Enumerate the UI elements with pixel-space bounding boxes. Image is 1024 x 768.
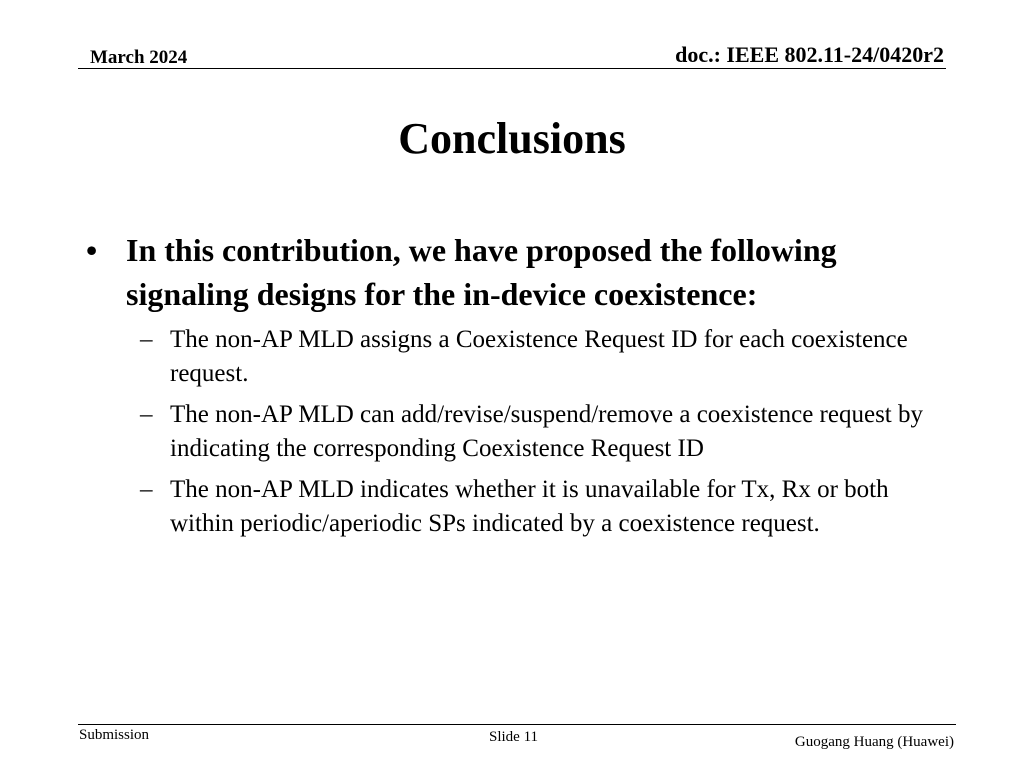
bullet-symbol: •: [86, 232, 98, 268]
slide-content: [80, 228, 950, 548]
sub-item-dash: –: [140, 401, 153, 428]
footer-submission: Submission: [79, 727, 150, 743]
sub-item-text: The non-AP MLD can add/revise/suspend/remove a coexistence request by indicating the corresponding Coexistence Request ID: [170, 401, 924, 462]
header-divider: [78, 68, 946, 69]
footer-slide-number: Slide 11: [489, 729, 539, 745]
sub-item-dash: –: [140, 326, 153, 353]
footer-divider: [78, 724, 956, 725]
bullet-item: [80, 228, 950, 316]
sub-list: [80, 323, 950, 541]
header-date: March 2024: [90, 47, 188, 68]
sub-item: [80, 323, 950, 391]
sub-item: [80, 398, 950, 466]
bullet-text: In this contribution, we have proposed the following signaling designs for the in-device coexistence:: [126, 232, 837, 312]
slide-title: Conclusions: [398, 114, 626, 163]
sub-item: [80, 473, 950, 541]
footer-author: Guogang Huang (Huawei): [794, 734, 954, 750]
header-doc-id: doc.: IEEE 802.11-24/0420r2: [675, 42, 944, 67]
sub-item-text: The non-AP MLD assigns a Coexistence Request ID for each coexistence request.: [170, 326, 908, 387]
sub-item-text: The non-AP MLD indicates whether it is unavailable for Tx, Rx or both within periodic/aperiodic SPs indicated by a coexistence request.: [170, 476, 889, 537]
sub-item-dash: –: [140, 476, 153, 503]
